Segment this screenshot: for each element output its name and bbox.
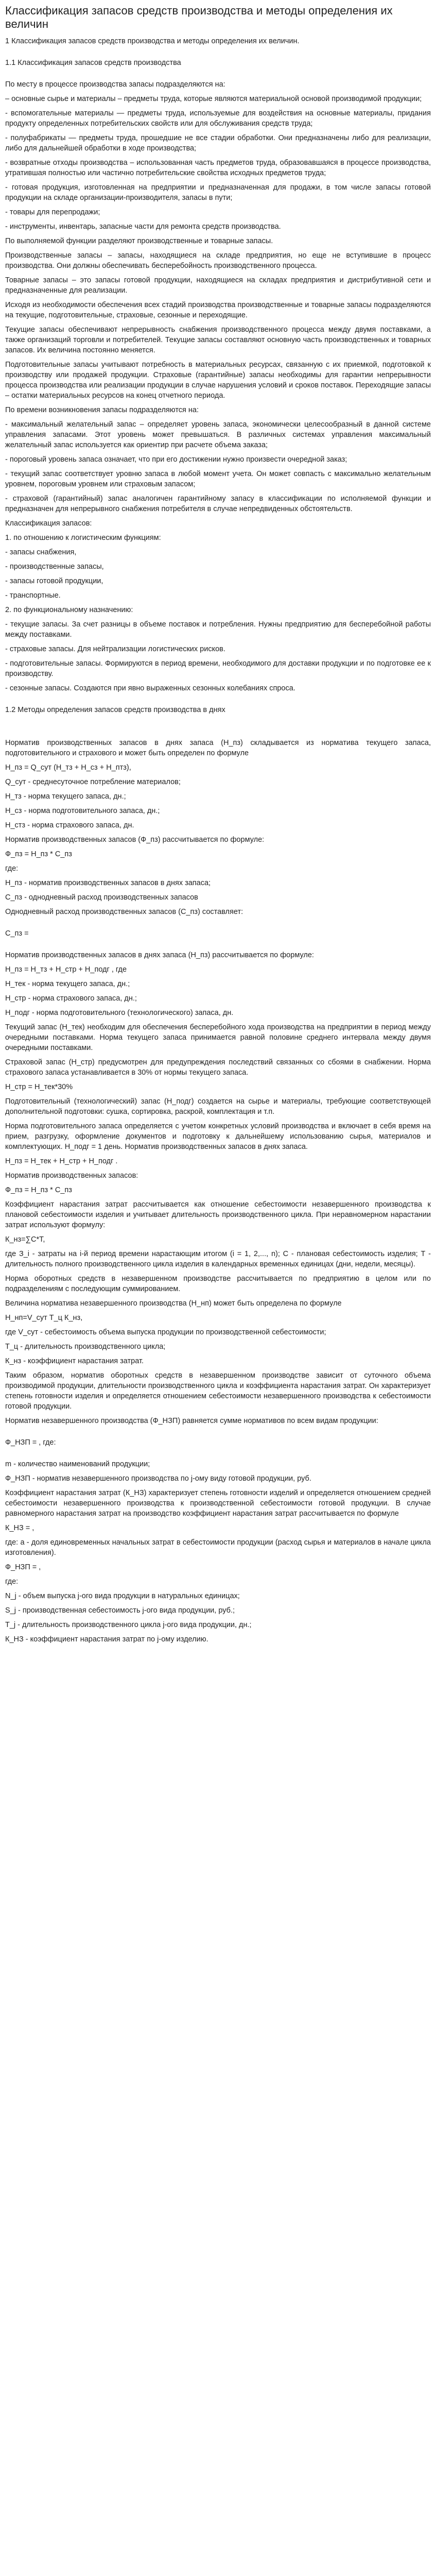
- paragraph: - готовая продукция, изготовленная на предприятии и предназначенная для продажи, в том числе запасы готовой продукции на складе организации-производителя, запасы в пути;: [5, 183, 431, 202]
- paragraph: - страховой (гарантийный) запас аналогичен гарантийному запасу в классификации по исполняемой функции и предназначен для непрерывного снабжения потребителя в случае непредвиденных обстоятельств.: [5, 495, 431, 513]
- spacer: [5, 698, 431, 705]
- paragraph: 1. по отношению к логистическим функциям:: [5, 534, 161, 542]
- paragraph: - текущий запас соответствует уровню запаса в любой момент учета. Он может совпасть с максимально желательным уровнем, пороговым уровнем или страховым запасом;: [5, 470, 431, 488]
- paragraph: Классификация запасов:: [5, 519, 92, 528]
- paragraph: - пороговый уровень запаса означает, что при его достижении нужно произвести очередной заказ;: [5, 455, 347, 464]
- paragraph: По выполняемой функции разделяют производственные и товарные запасы.: [5, 237, 273, 245]
- spacer: [5, 943, 431, 950]
- paragraph: - страховые запасы. Для нейтрализации логистических рисков.: [5, 645, 225, 653]
- intro-heading: 1 Классификация запасов средств производства и методы определения их величин.: [5, 37, 300, 45]
- paragraph: Норматив производственных запасов (Ф_пз) рассчитывается по формуле:: [5, 836, 265, 844]
- spacer: [5, 719, 431, 738]
- paragraph: Н_стр - норма страхового запаса, дн.;: [5, 994, 137, 1003]
- paragraph: Норматив производственных запасов в днях запаса (Н_пз) складывается из норматива текущего запаса, подготовительного и страхового и может быть определен по формуле: [5, 739, 431, 757]
- paragraph: Однодневный расход производственных запасов (С_пз) составляет:: [5, 908, 243, 916]
- paragraph: где З_i - затраты на i-й период времени нарастающим итогом (i = 1, 2,..., n); С - плановая себестоимость изделия; Т - длительность полного производственного цикла изделия в календарных временных единицах (дни, недели, месяцы).: [5, 1250, 431, 1268]
- formula: Н_пз = Н_тек + Н_стр + Н_подг .: [5, 1157, 118, 1165]
- formula: Н_стр = Н_тек*30%: [5, 1083, 73, 1091]
- paragraph: - сезонные запасы. Создаются при явно выраженных сезонных колебаниях спроса.: [5, 684, 295, 692]
- formula: Ф_НЗП = , где:: [5, 1438, 56, 1447]
- paragraph: - текущие запасы. За счет разницы в объеме поставок и потребления. Нужны предприятию для бесперебойной работы между поставками.: [5, 620, 431, 639]
- paragraph: Норматив незавершенного производства (Ф_НЗП) равняется сумме нормативов по всем видам продукции:: [5, 1417, 378, 1425]
- paragraph: где: а - доля единовременных начальных затрат в себестоимости продукции (расход сырья и материалов в начале цикла изготовления).: [5, 1538, 431, 1557]
- paragraph: - возвратные отходы производства – использованная часть предметов труда, образовавшаяся в процессе производства, утратившая полностью или частично потребительские свойства исходных предметов труда;: [5, 159, 431, 177]
- paragraph: Ф_НЗП - норматив незавершенного производства по j-ому виду готовой продукции, руб.: [5, 1475, 311, 1483]
- paragraph: Н_подг - норма подготовительного (технологического) запаса, дн.: [5, 1009, 234, 1017]
- spacer: [5, 72, 431, 79]
- paragraph: 2. по функциональному назначению:: [5, 606, 133, 614]
- paragraph: К_НЗ - коэффициент нарастания затрат по j-ому изделию.: [5, 1635, 208, 1643]
- paragraph: По времени возникновения запасы подразделяются на:: [5, 406, 199, 414]
- paragraph: Исходя из необходимости обеспечения всех стадий производства производственные и товарные запасы подразделяются на текущие, подготовительные, страховые, сезонные и переходящие.: [5, 301, 431, 319]
- paragraph: Т_ц - длительность производственного цикла;: [5, 1343, 166, 1351]
- paragraph: N_j - объем выпуска j-ого вида продукции в натуральных единицах;: [5, 1592, 240, 1600]
- paragraph: С_пз - однодневный расход производственных запасов: [5, 893, 198, 902]
- spacer: [5, 1452, 431, 1459]
- paragraph: - инструменты, инвентарь, запасные части для ремонта средств производства.: [5, 223, 281, 231]
- paragraph: Текущие запасы обеспечивают непрерывность снабжения производственного процесса между двумя поставками, а также организаций торговли и потребителей. Текущие запасы составляют основную часть производственных и товарных запасов. Их величина постоянно меняется.: [5, 326, 431, 354]
- paragraph: - подготовительные запасы. Формируются в период времени, необходимого для доставки продукции и по подготовке ее к производству.: [5, 659, 431, 678]
- paragraph: Н_тек - норма текущего запаса, дн.;: [5, 980, 130, 988]
- formula: Н_пз = Н_тз + Н_стр + Н_подг , где: [5, 965, 127, 974]
- paragraph: Производственные запасы – запасы, находящиеся на складе предприятия, но еще не вступившие в процесс производства. Они должны обеспечивать бесперебойность производственного процесса.: [5, 251, 431, 270]
- paragraph: Н_сз - норма подготовительного запаса, дн.;: [5, 807, 160, 815]
- formula: Н_нп=V_сут Т_ц К_нз,: [5, 1314, 83, 1322]
- spacer: [5, 50, 431, 58]
- paragraph: Подготовительные запасы учитывают потребность в материальных ресурсах, связанную с их приемкой, подготовкой к производству или продажей продукции. Страховые (гарантийные) запасы необходимы для гарантии непрерывности процесса производства или реализации продукции в случае нарушения условий и сроков поставок. Переходящие запасы – остатки материальных ресурсов на конец отчетного периода.: [5, 361, 431, 400]
- paragraph: Страховой запас (Н_стр) предусмотрен для предупреждения последствий связанных со сбоями в снабжении. Норма страхового запаса устанавливается в 30% от нормы текущего запаса.: [5, 1058, 431, 1077]
- page-title: Классификация запасов средств производства и методы определения их величин: [5, 4, 393, 30]
- paragraph: где V_сут - себестоимость объема выпуска продукции по производственной себестоимости;: [5, 1328, 326, 1336]
- paragraph: - товары для перепродажи;: [5, 208, 100, 216]
- paragraph: - максимальный желательный запас – определяет уровень запаса, экономически целесообразный в данной системе управления запасами. Этот уровень может превышаться. В различных системах управления максимальный желательный запас используется как ориентир при расчете объема заказа;: [5, 420, 431, 449]
- section-heading-1-1: 1.1 Классификация запасов средств производства: [5, 59, 181, 67]
- paragraph: Норматив производственных запасов:: [5, 1172, 138, 1180]
- paragraph: Текущий запас (Н_тек) необходим для обеспечения бесперебойного хода производства на предприятии в период между очередными поставками. Норма текущего запаса принимается равной половине среднего интервала между двумя очередными поставками.: [5, 1023, 431, 1052]
- formula: К_НЗ = ,: [5, 1524, 34, 1532]
- paragraph: – основные сырье и материалы – предметы труда, которые являются материальной основой производимой продукции;: [5, 95, 422, 103]
- paragraph: - запасы снабжения,: [5, 548, 77, 556]
- paragraph: Таким образом, норматив оборотных средств в незавершенном производстве зависит от суточного объема производимой продукции, длительности производственного цикла и коэффициента нарастания затрат. Он характеризует степень готовности изделия и определяется отношением себестоимости незавершенного производства к себестоимости готовой продукции.: [5, 1371, 431, 1411]
- paragraph: где:: [5, 1578, 19, 1586]
- paragraph: Н_стз - норма страхового запаса, дн.: [5, 821, 134, 829]
- paragraph: Т_j - длительность производственного цикла j-ого вида продукции, дн.;: [5, 1621, 252, 1629]
- paragraph: По месту в процессе производства запасы подразделяются на:: [5, 80, 225, 89]
- section-heading-1-2: 1.2 Методы определения запасов средств производства в днях: [5, 706, 225, 714]
- paragraph: Q_сут - среднесуточное потребление материалов;: [5, 778, 181, 786]
- formula: Н_пз = Q_сут (Н_тз + Н_сз + Н_птз),: [5, 764, 131, 772]
- formula: Ф_пз = Н_пз * С_пз: [5, 850, 72, 858]
- paragraph: Коэффициент нарастания затрат (К_НЗ) характеризует степень готовности изделий и определяется отношением средней себестоимости незавершенного производства к производственной себестоимости готовой продукции. В случае равномерного нарастания затрат на производство коэффициент нарастания затрат рассчитывается по формуле: [5, 1489, 431, 1518]
- paragraph: m - количество наименований продукции;: [5, 1460, 150, 1468]
- paragraph: - производственные запасы,: [5, 563, 104, 571]
- paragraph: Н_пз - норматив производственных запасов в днях запаса;: [5, 879, 211, 887]
- paragraph: К_нз - коэффициент нарастания затрат.: [5, 1357, 144, 1365]
- paragraph: Н_тз - норма текущего запаса, дн.;: [5, 792, 126, 801]
- spacer: [5, 1430, 431, 1437]
- paragraph: - вспомогательные материалы — предметы труда, используемые для воздействия на основные материалы, придания продукту определенных потребительских свойств или для обслуживания средств труда;: [5, 109, 431, 128]
- paragraph: - запасы готовой продукции,: [5, 577, 103, 585]
- paragraph: Норматив производственных запасов в днях запаса (Н_пз) рассчитывается по формуле:: [5, 951, 314, 959]
- formula: С_пз =: [5, 929, 29, 938]
- paragraph: - транспортные.: [5, 591, 61, 600]
- section-1-2-body: [5, 738, 431, 1645]
- paragraph: Норма оборотных средств в незавершенном производстве рассчитывается по предприятию в целом или по подразделениям с последующим суммированием.: [5, 1275, 431, 1293]
- paragraph: S_j - производственная себестоимость j-ого вида продукции, руб.;: [5, 1606, 235, 1615]
- section-1-1-body: [5, 79, 431, 693]
- paragraph: Подготовительный (технологический) запас (Н_подг) создается на сырье и материалы, требующие соответствующей дополнительной подготовки: сушка, сортировка, раскрой, комплектация и т.п.: [5, 1097, 431, 1116]
- formula: Ф_пз = Н_пз * С_пз: [5, 1186, 72, 1194]
- paragraph: Величина норматива незавершенного производства (Н_нп) может быть определена по формуле: [5, 1299, 342, 1308]
- formula: К_нз=∑С*Т,: [5, 1235, 45, 1244]
- paragraph: - полуфабрикаты — предметы труда, прошедшие не все стадии обработки. Они предназначены либо для реализации, либо для дальнейшей обработки в ходе производства;: [5, 134, 431, 152]
- paragraph: Товарные запасы – это запасы готовой продукции, находящиеся на складах предприятия и дистрибутивной сети и предназначенные для реализации.: [5, 276, 431, 295]
- paragraph: где:: [5, 865, 19, 873]
- paragraph: Коэффициент нарастания затрат рассчитывается как отношение себестоимости незавершенного производства к плановой себестоимости изделия и учитывает длительность производственного цикла. При неравномерном нарастании затрат используют формулу:: [5, 1200, 431, 1229]
- formula: Ф_НЗП = ,: [5, 1563, 41, 1571]
- spacer: [5, 921, 431, 928]
- paragraph: Норма подготовительного запаса определяется с учетом конкретных условий производства и включает в себя время на прием, разгрузку, оформление документов и подготовку к дальнейшему использованию сырья, материалов и комплектующих. Н_подг = 1 день. Норматив производственных запасов в днях запаса.: [5, 1122, 431, 1151]
